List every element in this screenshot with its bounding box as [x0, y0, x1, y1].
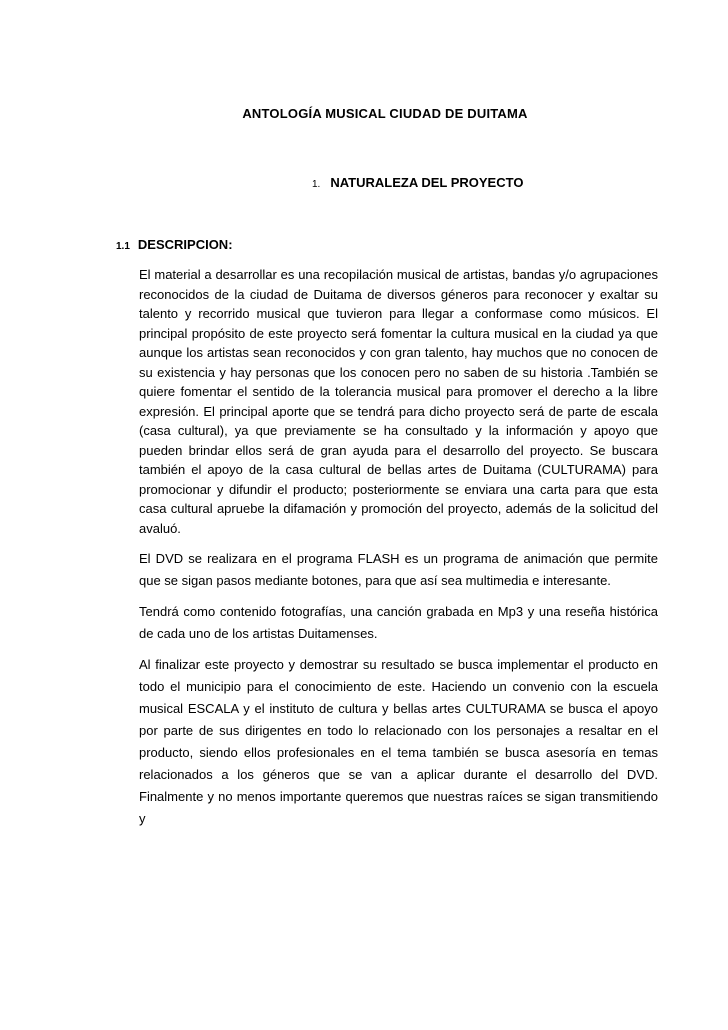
section-heading	[312, 175, 523, 190]
subsection-title: DESCRIPCION:	[137, 237, 233, 252]
section-number: 1.	[312, 179, 321, 190]
paragraph-description: El material a desarrollar es una recopilación musical de artistas, bandas y/o agrupaciones reconocidos de la ciudad de Duitama de diversos géneros para reconocer y exaltar su talento y recorrido musical que tuvieron para llegar a conformase como músicos. El principal propósito de este proyecto será fomentar la cultura musical en la ciudad ya que aunque los artistas sean reconocidos y con gran talento, hay muchos que no conocen de su existencia y hay personas que los conocen pero no saben de su historia .También se quiere fomentar el sentido de la tolerancia musical para promover el derecho a la libre expresión. El principal aporte que se tendrá para dicho proyecto será de parte de escala (casa cultural), ya que previamente se ha consultado y la información y apoyo que pueden brindar ellos será de gran ayuda para el desarrollo del proyecto. Se buscara también el apoyo de la casa cultural de bellas artes de Duitama (CULTURAMA) para promocionar y difundir el producto; posteriormente se enviara una carta para que esta casa cultural apruebe la difamación y promoción del proyecto, además de la solicitud del avaluó.	[139, 267, 658, 536]
paragraph-content: Tendrá como contenido fotografías, una canción grabada en Mp3 y una reseña histórica de cada uno de los artistas Duitamenses.	[139, 604, 658, 641]
subsection-number: 1.1	[116, 241, 130, 252]
description-body	[139, 265, 658, 830]
subsection-heading	[116, 237, 233, 252]
paragraph-implementation: Al finalizar este proyecto y demostrar su resultado se busca implementar el producto en todo el municipio para el conocimiento de este. Haciendo un convenio con la escuela musical ESCALA y el instituto de cultura y bellas artes CULTURAMA se busca el apoyo por parte de sus dirigentes en todo lo relacionado con los personajes a resaltar en el producto, siendo ellos profesionales en el tema también se busca asesoría en temas relacionados a los géneros que se van a aplicar durante el desarrollo del DVD. Finalmente y no menos importante queremos que nuestras raíces se sigan transmitiendo y	[139, 657, 658, 826]
document-title: ANTOLOGÍA MUSICAL CIUDAD DE DUITAMA	[242, 106, 528, 121]
section-title: NATURALEZA DEL PROYECTO	[330, 175, 524, 190]
paragraph-dvd-flash: El DVD se realizara en el programa FLASH es un programa de animación que permite que se sigan pasos mediante botones, para que así sea multimedia e interesante.	[139, 551, 658, 588]
